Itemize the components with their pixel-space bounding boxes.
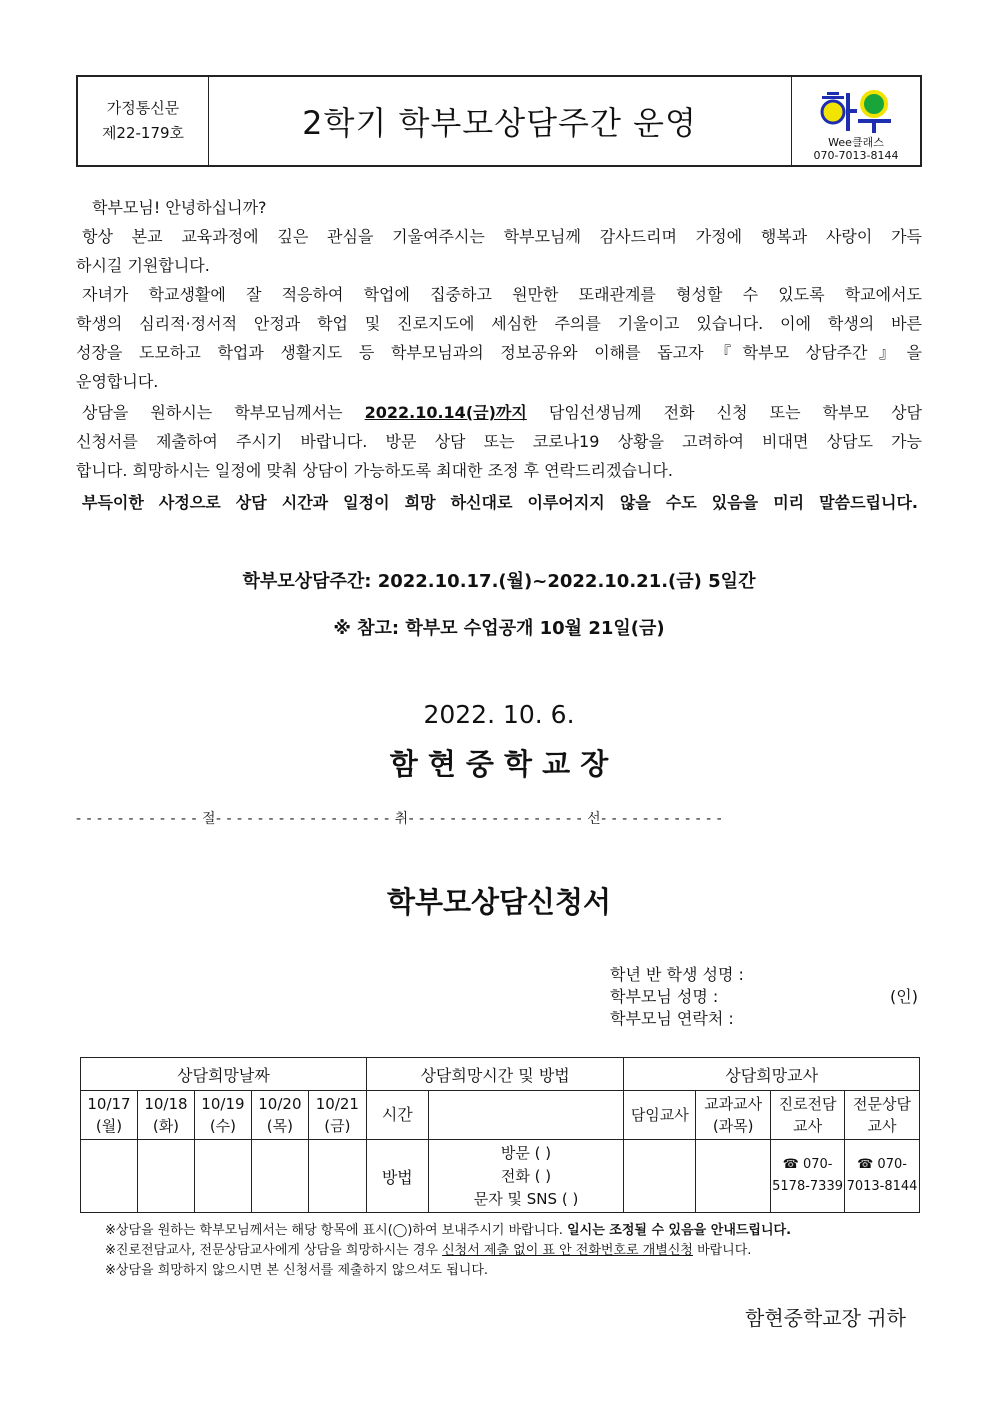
day-date: 10/17 (87, 1095, 131, 1113)
class-open-note: ※ 참고: 학부모 수업공개 10월 21일(금) (333, 618, 665, 639)
logo-text: Wee클래스 (828, 136, 884, 149)
paragraph-3-rest: 담임선생님께 전화 신청 또는 학부모 상담 (526, 403, 922, 422)
paragraph-1-line-1: 항상 본교 교육과정에 깊은 관심을 기울여주시는 학부모님께 감사드리며 가정에 행복과 사랑이 가득 (82, 227, 922, 246)
method-phone-option[interactable]: 전화 ( ) (500, 1166, 552, 1185)
day-date: 10/21 (315, 1095, 359, 1113)
principal-signature: 함 현 중 학 교 장 (389, 747, 609, 781)
day-cell (308, 1091, 366, 1140)
method-label: 방법 (366, 1140, 428, 1213)
day-of-week: (금) (324, 1117, 351, 1135)
day-select-cell[interactable] (81, 1140, 138, 1213)
counselor-phone-line2: 7013-8144 (846, 1179, 918, 1194)
method-options (428, 1140, 624, 1213)
day-date: 10/20 (258, 1095, 302, 1113)
note-2-end: 바랍니다. (692, 1243, 752, 1258)
note-3: ※상담을 희망하지 않으시면 본 신청서를 제출하지 않으셔도 됩니다. (105, 1263, 489, 1278)
logo-phone: 070-7013-8144 (813, 149, 899, 162)
day-select-cell[interactable] (308, 1140, 366, 1213)
issue-number: 제22-179호 (101, 124, 185, 142)
subject-teacher-line1: 교과교사 (704, 1095, 763, 1113)
career-phone (771, 1140, 845, 1213)
day-select-cell[interactable] (251, 1140, 308, 1213)
career-teacher-label (771, 1091, 845, 1140)
career-teacher-line2: 교사 (793, 1117, 823, 1135)
note-2 (105, 1241, 751, 1261)
paragraph-1-line-2: 하시길 기원합니다. (76, 256, 210, 275)
counselor-phone (845, 1140, 920, 1213)
day-of-week: (월) (95, 1117, 123, 1135)
day-of-week: (수) (209, 1117, 237, 1135)
parent-name-field[interactable]: 학부모님 성명 : (610, 987, 719, 1006)
counseling-week: 학부모상담주간: 2022.10.17.(월)~2022.10.21.(금) 5일간 (242, 571, 756, 592)
application-table (80, 1057, 920, 1213)
note-2-text: ※진로전담교사, 전문상담교사에게 상담을 희망하시는 경우 (105, 1243, 443, 1258)
counselor-line1: 전문상담 (853, 1095, 911, 1113)
form-title: 학부모상담신청서 (386, 885, 612, 919)
day-date: 10/18 (144, 1095, 188, 1113)
seal-mark: (인) (890, 987, 918, 1006)
wee-class-logo-icon (820, 90, 892, 136)
header-teacher: 상담희망교사 (624, 1058, 920, 1091)
paragraph-3-line-3: 합니다. 희망하시는 일정에 맞춰 상담이 가능하도록 최대한 조정 후 연락드리겠습니다. (76, 461, 673, 480)
subject-teacher-label (696, 1091, 771, 1140)
greeting: 학부모님! 안녕하십니까? (92, 198, 267, 217)
time-input-cell[interactable] (428, 1091, 624, 1140)
application-deadline: 2022.10.14(금)까지 (364, 403, 527, 422)
paragraph-2-line-4: 운영합니다. (76, 372, 159, 391)
day-cell (194, 1091, 251, 1140)
paragraph-2-line-1: 자녀가 학교생활에 잘 적응하여 학업에 집중하고 원만한 또래관계를 형성할 수 있도록 학교에서도 (82, 285, 922, 304)
career-teacher-line1: 진로전담 (778, 1095, 837, 1113)
method-visit-option[interactable]: 방문 ( ) (500, 1143, 552, 1162)
subject-teacher-line2: (과목) (712, 1117, 754, 1135)
parent-contact-field[interactable]: 학부모님 연락처 : (610, 1009, 734, 1028)
paragraph-3-lead: 상담을 원하시는 학부모님께서는 (82, 403, 365, 422)
issue-info (78, 77, 209, 165)
method-sns-option[interactable]: 문자 및 SNS ( ) (473, 1189, 579, 1208)
page-title: 2학기 학부모상담주간 운영 (302, 104, 697, 142)
day-cell (81, 1091, 138, 1140)
day-cell (137, 1091, 194, 1140)
day-select-cell[interactable] (194, 1140, 251, 1213)
notice-header (76, 75, 922, 167)
day-select-cell[interactable] (137, 1140, 194, 1213)
cut-line: - - - - - - - - - - - - 절- - - - - - - - - - - - - - - - - 취- - - - - - - - - - - - - - - - - 선- - - - - - - - - - - - (76, 811, 723, 827)
homeroom-teacher-label: 담임교사 (624, 1091, 696, 1140)
career-phone-line1: ☎ 070- (782, 1157, 833, 1172)
notice-text: 부득이한 사정으로 상담 시간과 일정이 희망 하신대로 이루어지지 않을 수도 있음을 미리 말씀드립니다. (82, 493, 918, 512)
paragraph-2-line-2: 학생의 심리적·정서적 안정과 학업 및 진로지도에 세심한 주의를 기울이고 있습니다. 이에 학생의 바른 (76, 314, 922, 333)
day-cell (251, 1091, 308, 1140)
homeroom-select-cell[interactable] (624, 1140, 696, 1213)
day-of-week: (화) (152, 1117, 180, 1135)
day-date: 10/19 (201, 1095, 245, 1113)
counselor-phone-line1: ☎ 070- (857, 1157, 907, 1172)
paragraph-3-line-2: 신청서를 제출하여 주시기 바랍니다. 방문 상담 또는 코로나19 상황을 고려하여 비대면 상담도 가능 (76, 432, 922, 451)
student-name-field[interactable]: 학년 반 학생 성명 : (610, 965, 744, 984)
counselor-label (845, 1091, 920, 1140)
day-of-week: (목) (266, 1117, 293, 1135)
note-1-text: ※상담을 원하는 학부모님께서는 해당 항목에 표시(◯)하여 보내주시기 바랍니다. (105, 1223, 568, 1238)
note-1 (105, 1221, 791, 1241)
counselor-line2: 교사 (867, 1117, 897, 1135)
header-date: 상담희망날짜 (81, 1058, 367, 1091)
time-label: 시간 (366, 1091, 428, 1140)
note-2-underlined: 신청서 제출 없이 표 안 전화번호로 개별신청 (442, 1243, 693, 1258)
paragraph-2-line-3: 성장을 도모하고 학업과 생활지도 등 학부모님과의 정보공유와 이해를 돕고자『학부모 상담주간』을 (76, 343, 922, 362)
issue-type: 가정통신문 (106, 99, 180, 117)
subject-select-cell[interactable] (696, 1140, 771, 1213)
wee-class-logo-box (791, 77, 920, 165)
issue-date: 2022. 10. 6. (423, 700, 575, 729)
career-phone-line2: 5178-7339 (772, 1179, 843, 1194)
addressee: 함현중학교장 귀하 (745, 1306, 906, 1330)
note-1-emphasis: 일시는 조정될 수 있음을 안내드립니다. (567, 1223, 792, 1238)
paragraph-3-line-1 (82, 398, 922, 427)
header-time-method: 상담희망시간 및 방법 (366, 1058, 624, 1091)
